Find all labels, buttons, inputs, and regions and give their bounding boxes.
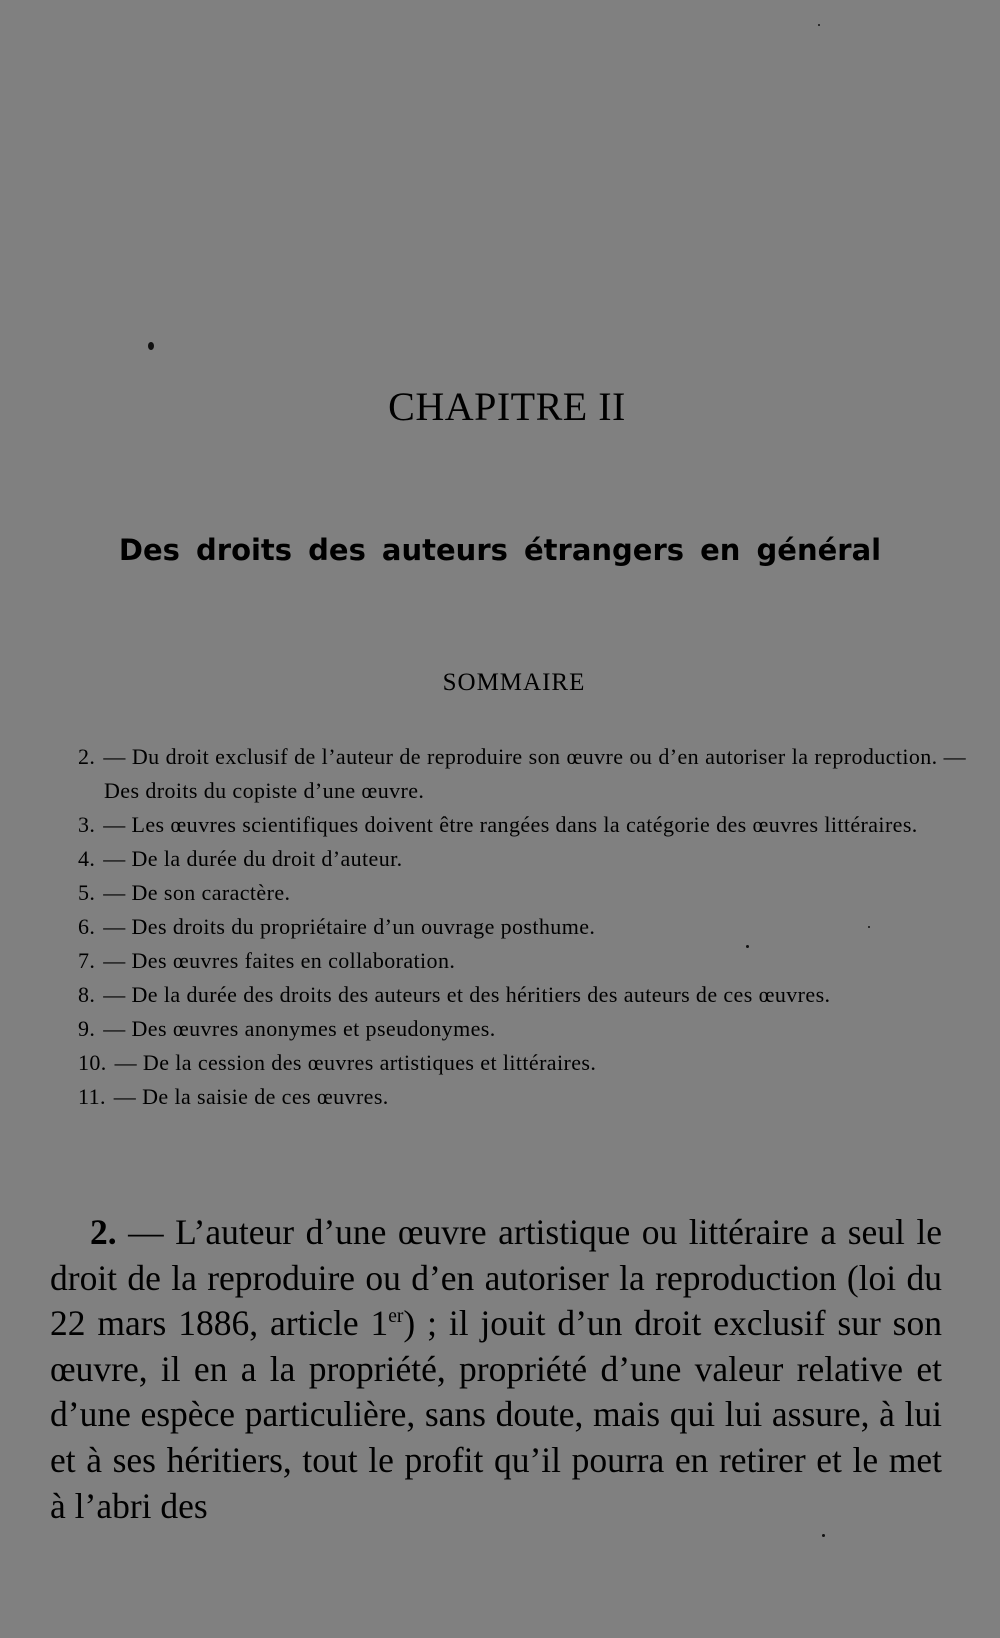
summary-item-number: 10.: [78, 1050, 107, 1075]
summary-item-text: De la durée des droits des auteurs et des héritiers des auteurs de ces œuvres.: [131, 982, 831, 1007]
summary-item: 4. — De la durée du droit d’auteur.: [78, 846, 403, 871]
summary-item-text: Des œuvres anonymes et pseudonymes.: [131, 1016, 496, 1041]
paragraph-text-start: L’auteur d’une œuvre artistique ou littéraire a seul le droit de la reproduire ou d’en autoriser la reproduction (loi du 22 mars 1886, article 1: [50, 1212, 942, 1344]
ordinal-superscript: er: [388, 1306, 404, 1328]
body-paragraph: 2. — L’auteur d’une œuvre artistique ou littéraire a seul le droit de la reproduire ou d’en autoriser la reproduction (loi du 22 mars 1886, article 1er) ; il jouit d’un droit exclusif sur son œuvre, il en a la propriété, propriété d’une valeur relative et d’une espèce particulière, sans doute, mais qui lui assure, à lui et à ses héritiers, tout le profit qu’il pourra en retirer et le met à l’abri des: [50, 1212, 942, 1526]
scan-speck: [822, 1534, 825, 1537]
summary-item-number: 4.: [78, 846, 96, 871]
chapter-title: CHAPITRE II: [388, 384, 626, 429]
summary-item-number: 2.: [78, 744, 96, 769]
summary-item-number: 11.: [78, 1084, 106, 1109]
summary-item-text: Des droits du propriétaire d’un ouvrage posthume.: [131, 914, 596, 939]
summary-item-text: Des œuvres faites en collaboration.: [131, 948, 456, 973]
summary-item-text: Les œuvres scientifiques doivent être rangées dans la catégorie des œuvres littéraires.: [131, 812, 918, 837]
summary-item: 6. — Des droits du propriétaire d’un ouvrage posthume.: [78, 914, 596, 939]
scan-speck: [818, 24, 820, 26]
summary-item: 11. — De la saisie de ces œuvres.: [78, 1084, 389, 1109]
summary-item-number: 8.: [78, 982, 96, 1007]
summary-item-number: 5.: [78, 880, 96, 905]
summary-item-text: De la saisie de ces œuvres.: [142, 1084, 389, 1109]
summary-item-text: Du droit exclusif de l’auteur de reproduire son œuvre ou d’en autoriser la reproduction. — Des droits du copiste d’une œuvre.: [104, 744, 966, 803]
scan-speck: [148, 342, 154, 350]
summary-item-text: De la cession des œuvres artistiques et littéraires.: [142, 1050, 597, 1075]
summary-item-number: 9.: [78, 1016, 96, 1041]
paragraph-text-end: ) ; il jouit d’un droit exclusif sur son œuvre, il en a la propriété, propriété d’une valeur relative et d’une espèce particulière, sans doute, mais qui lui assure, à lui et à ses héritiers, tout le profit qu’il pourra en retirer et le met à l’abri des: [50, 1303, 942, 1526]
summary-item: 9. — Des œuvres anonymes et pseudonymes.: [78, 1016, 496, 1041]
summary-item: 2. — Du droit exclusif de l’auteur de reproduire son œuvre ou d’en autoriser la reproduction. — Des droits du copiste d’une œuvre.: [78, 744, 966, 803]
summary-item-text: De la durée du droit d’auteur.: [131, 846, 403, 871]
summary-item: 7. — Des œuvres faites en collaboration.: [78, 948, 456, 973]
chapter-subtitle: Des droits des auteurs étrangers en général: [118, 533, 882, 567]
summary-item: 3. — Les œuvres scientifiques doivent être rangées dans la catégorie des œuvres littéraires.: [78, 812, 918, 837]
summary-item-text: De son caractère.: [131, 880, 291, 905]
summary-item-number: 7.: [78, 948, 96, 973]
summary-item-number: 6.: [78, 914, 96, 939]
summary-list: [54, 740, 966, 1114]
summary-item: 5. — De son caractère.: [78, 880, 291, 905]
paragraph-number: 2.: [90, 1212, 117, 1252]
summary-item: 10. — De la cession des œuvres artistiques et littéraires.: [78, 1050, 597, 1075]
sommaire-heading: SOMMAIRE: [442, 669, 586, 696]
summary-item-number: 3.: [78, 812, 96, 837]
summary-item: 8. — De la durée des droits des auteurs et des héritiers des auteurs de ces œuvres.: [78, 982, 831, 1007]
